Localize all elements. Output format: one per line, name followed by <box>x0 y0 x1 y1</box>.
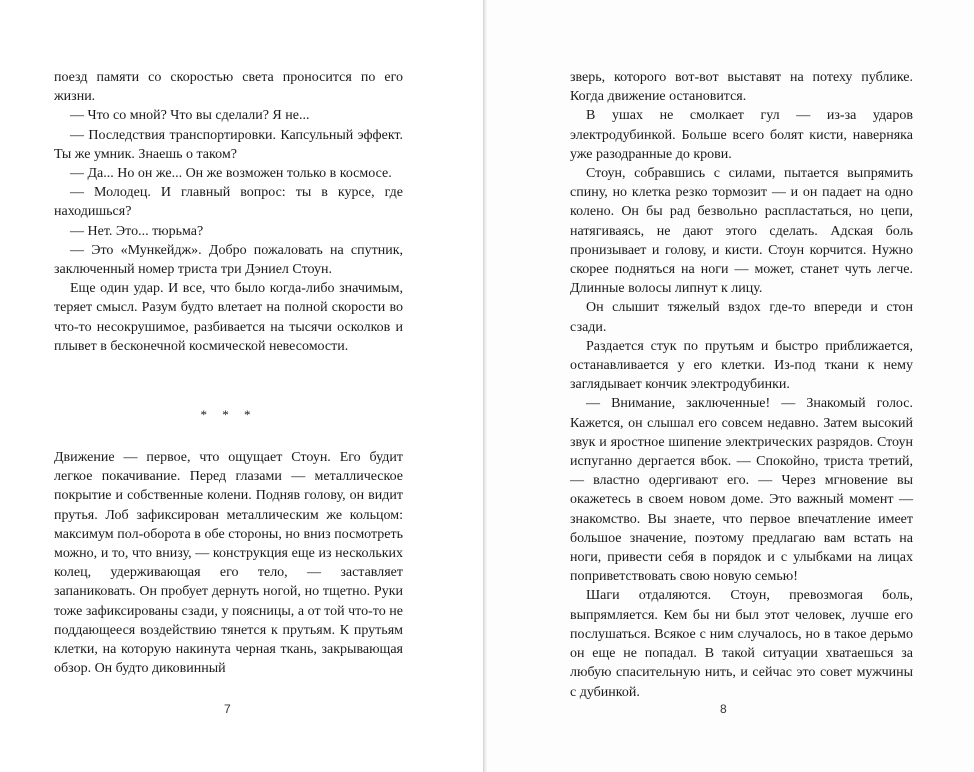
paragraph: — Внимание, заключенные! — Знакомый голос. Кажется, он слышал его совсем недавно. Затем высокий звук и яростное шипение электрических разрядов. Стоун испуганно дергается вбок. — Спокойно, триста третий, — властно одергивают его. — Через мгновение вы окажетесь в своем новом доме. Это важный момент — знакомство. Вы знаете, что первое впечатление имеет большое значение, поэтому предлагаю вам встать на ноги, привести себя в порядок и с улыбками на лицах поприветствовать свою новую семью! <box>570 396 913 585</box>
right-page-text <box>570 68 913 702</box>
section-separator: * * * <box>200 407 257 422</box>
paragraph: — Нет. Это... тюрьма? <box>70 223 204 239</box>
paragraph: — Последствия транспортировки. Капсульный эффект. Ты же умник. Знаешь о таком? <box>54 127 403 162</box>
left-page <box>0 0 483 772</box>
paragraph: В ушах не смолкает гул — из-за ударов электродубинкой. Больше всего болят кисти, наверняка уже разодранные до крови. <box>570 108 913 162</box>
left-page-text-bottom <box>54 448 403 678</box>
paragraph: — Что со мной? Что вы сделали? Я не... <box>70 108 310 124</box>
left-page-text-top <box>54 68 403 356</box>
paragraph: Движение — первое, что ощущает Стоун. Его будит легкое покачивание. Перед глазами — металлическое покрытие и собственные колени. Подняв голову, он видит прутья. Лоб зафиксирован металлическим же кольцом: максимум пол-оборота в обе стороны, но вниз посмотреть можно, и то, что внизу, — конструкция еще из нескольких колец, удерживающая его тело, — заставляет запаниковать. Он пробует дернуть ногой, но тщетно. Руки тоже зафиксированы сзади, у поясницы, а от той что-то не поддающееся воздействию тянется к прутьям. К прутьям клетки, на которую накинута черная ткань, закрывающая обзор. Он будто диковинный <box>54 450 403 677</box>
paragraph: Шаги отдаляются. Стоун, превозмогая боль, выпрямляется. Кем бы ни был этот человек, лучше его послушаться. Всякое с ним случалось, но в такое дерьмо он еще не попадал. В такой ситуации хватаешься за любую спасительную нить, и сейчас это совет мужчины с дубинкой. <box>570 588 913 700</box>
paragraph: Он слышит тяжелый вздох где-то впереди и стон сзади. <box>570 300 913 335</box>
paragraph: — Да... Но он же... Он же возможен только в космосе. <box>70 166 392 182</box>
paragraph: Еще один удар. И все, что было когда-либо значимым, теряет смысл. Разум будто влетает на полной скорости во что-то несокрушимое, разбивается на тысячи осколков и плывет в бесконечной космической невесомости. <box>54 281 403 354</box>
page-number: 7 <box>224 702 231 716</box>
right-page <box>487 0 974 772</box>
paragraph: Раздается стук по прутьям и быстро приближается, останавливается у его клетки. Из-под ткани к нему заглядывает кончик электродубинки. <box>570 338 913 393</box>
paragraph: — Молодец. И главный вопрос: ты в курсе, где находишься? <box>54 185 403 220</box>
paragraph: Стоун, собравшись с силами, пытается выпрямить спину, но клетка резко тормозит — и он падает на одно колено. Он бы рад безвольно распластаться, но цепи, натягиваясь, не дают этого сделать. Адская боль пронизывает и голову, и кисти. Стоун корчится. Нужно скорее подняться на ноги — может, станет чуть легче. Длинные волосы липнут к лицу. <box>570 166 913 297</box>
paragraph: зверь, которого вот-вот выставят на потеху публике. Когда движение остановится. <box>570 70 913 105</box>
paragraph: — Это «Мункейдж». Добро пожаловать на спутник, заключенный номер триста три Дэниел Стоун. <box>54 242 403 278</box>
paragraph: поезд памяти со скоростью света проносится по его жизни. <box>54 70 403 105</box>
page-number: 8 <box>720 702 727 716</box>
